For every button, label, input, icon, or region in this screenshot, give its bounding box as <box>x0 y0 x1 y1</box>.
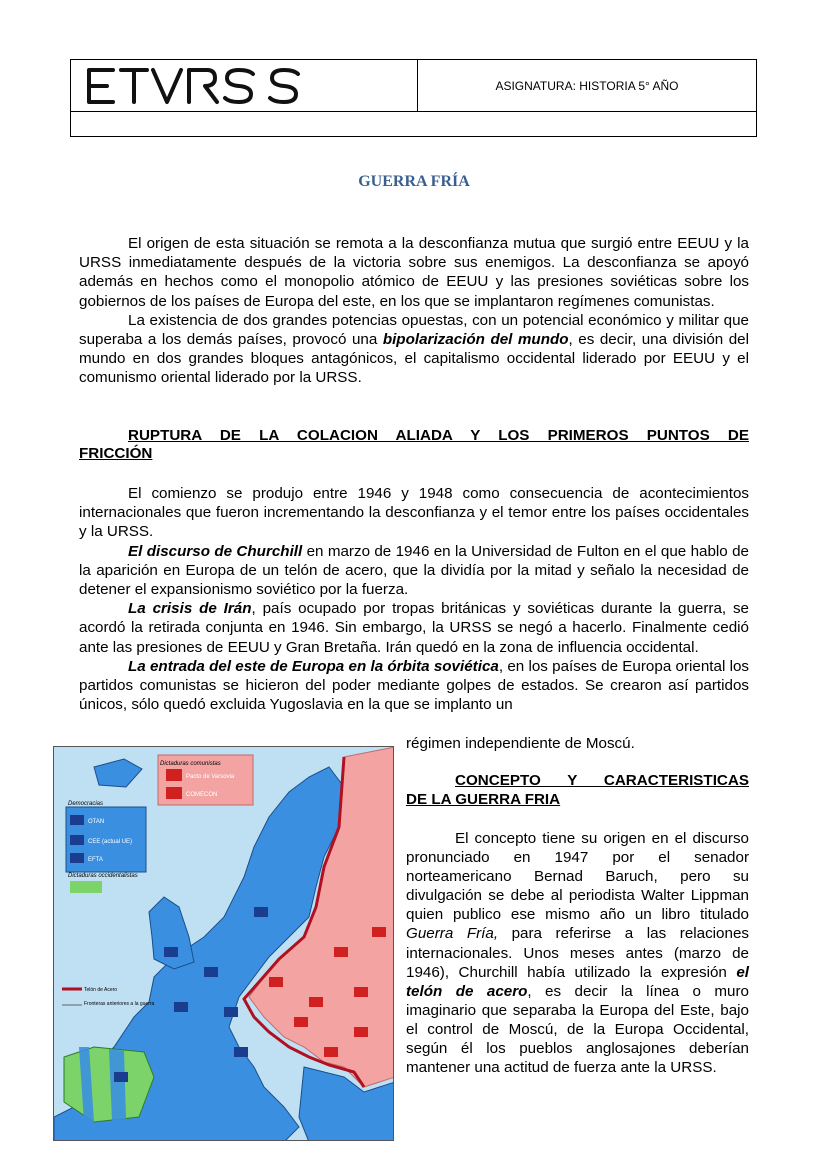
paragraph-tail: régimen independiente de Moscú. <box>406 735 635 752</box>
heading-line: CONCEPTO Y CARACTERISTICAS <box>455 772 749 789</box>
map-graphic <box>54 747 394 1141</box>
emphasis-text: el telón de acero <box>406 963 749 1000</box>
logo-cell <box>71 60 418 111</box>
section1-paragraph-iran <box>79 599 749 657</box>
emphasis-text: bipolarización del mundo <box>382 331 569 349</box>
section-heading-concepto <box>406 771 749 809</box>
text-run: La existencia de dos grandes potencias opuestas, con un potencial económico y militar que superaba a los demás países, provocó una <box>79 311 749 349</box>
section2-paragraph <box>406 829 749 1077</box>
cold-war-europe-map <box>53 746 394 1141</box>
text-run: , es decir, una división del mundo en dos grandes bloques antagónicos, el capitalismo occidental liderado por EEUU y el comunismo oriental liderado por la URSS. <box>79 331 750 387</box>
section1-paragraph-churchill <box>79 542 749 600</box>
emphasis-text: La entrada del este de Europa en la órbita soviética <box>128 657 499 675</box>
section1-body <box>79 484 749 714</box>
intro-section <box>79 234 749 388</box>
text-run: en marzo de 1946 en la Universidad de Fulton en el que hablo de la aparición en Europa de un telón de acero, que la dividía por la mitad y señalo la necesidad de detener el expansionismo soviético por la fuerza. <box>79 542 749 599</box>
legend-label: CEE (actual UE) <box>88 839 133 845</box>
header-row <box>71 60 756 112</box>
heading-line: DE LA GUERRA FRIA <box>406 791 561 808</box>
text-run: para referirse a las relaciones internacionales. Unos meses antes (marzo de 1946), Churchill había utilizado la expresión <box>406 925 749 981</box>
legend-title: Democracias <box>68 801 104 807</box>
legend-label: Fronteras anteriores a la guerra <box>84 1001 155 1007</box>
section-heading-ruptura <box>79 427 749 463</box>
legend-label: COMECON <box>186 792 218 798</box>
section1-paragraph-1: El comienzo se produjo entre 1946 y 1948 como consecuencia de acontecimientos internacionales que fueron incrementando la desconfianza y el temor entre los países occidentales y la URSS. <box>79 485 749 541</box>
emphasis-text: La crisis de Irán <box>128 600 252 618</box>
page-title: GUERRA FRÍA <box>358 173 470 190</box>
legend-label: OTAN <box>88 819 105 825</box>
intro-paragraph-1: El origen de esta situación se remota a la desconfianza mutua que surgió entre EEUU y la URSS inmediatamente después de la victoria sobre sus enemigos. La desconfianza se apoyó además en hechos como el monopolio atómico de EEUU y las presiones soviéticas sobre los gobiernos de los países de Europa del este, en los que se implantaron regímenes comunistas. <box>79 235 749 310</box>
text-run: , en los países de Europa oriental los partidos comunistas se hicieron del poder mediante golpes de estados. Se crearon así partidos únicos, sólo quedó excluida Yugoslavia en la que se implanto un <box>79 657 750 714</box>
legend-label: Pacto de Varsovia <box>186 774 235 780</box>
emphasis-text: El discurso de Churchill <box>128 542 303 560</box>
heading-line: RUPTURA DE LA COLACION ALIADA Y LOS PRIMEROS PUNTOS DE <box>128 427 749 444</box>
italic-text: Guerra Fría, <box>406 925 499 943</box>
legend-title: Dictaduras occidentalistas <box>68 873 138 879</box>
legend-label: EFTA <box>88 857 103 863</box>
section2-body <box>406 829 749 1077</box>
text-run: El concepto tiene su origen en el discurso pronunciado en 1947 por el senador norteamericano Bernad Baruch, pero su divulgación se debe al periodista Walter Lippman quien publico ese mismo año un libro titulado <box>406 830 749 924</box>
subject-label: ASIGNATURA: HISTORIA 5° AÑO <box>495 78 679 93</box>
text-run: , es decir la línea o muro imaginario que separaba la Europa del Este, bajo el control de Moscú, de la Europa Occidental, según él los pueblos anglosajones deberían mantener una actitud de fuerza ante la URSS. <box>406 982 749 1077</box>
text-run: , país ocupado por tropas británicas y soviéticas durante la guerra, se acordó la retirada conjunta en 1946. Sin embargo, la URSS se negó a hacerlo. Finalmente cedió ante las presiones de EEUU y Gran Bretaña. Irán quedó en la zona de influencia occidental. <box>79 600 750 656</box>
intro-paragraph-2 <box>79 311 749 388</box>
svg-text:ETVRS: ETVRS <box>83 66 87 67</box>
header-table <box>70 59 757 137</box>
legend-label: Telón de Acero <box>84 987 118 993</box>
heading-line: FRICCIÓN <box>79 445 153 462</box>
section1-paragraph-este <box>79 657 749 715</box>
legend-title: Dictaduras comunistas <box>160 761 221 767</box>
school-logo <box>83 66 308 106</box>
